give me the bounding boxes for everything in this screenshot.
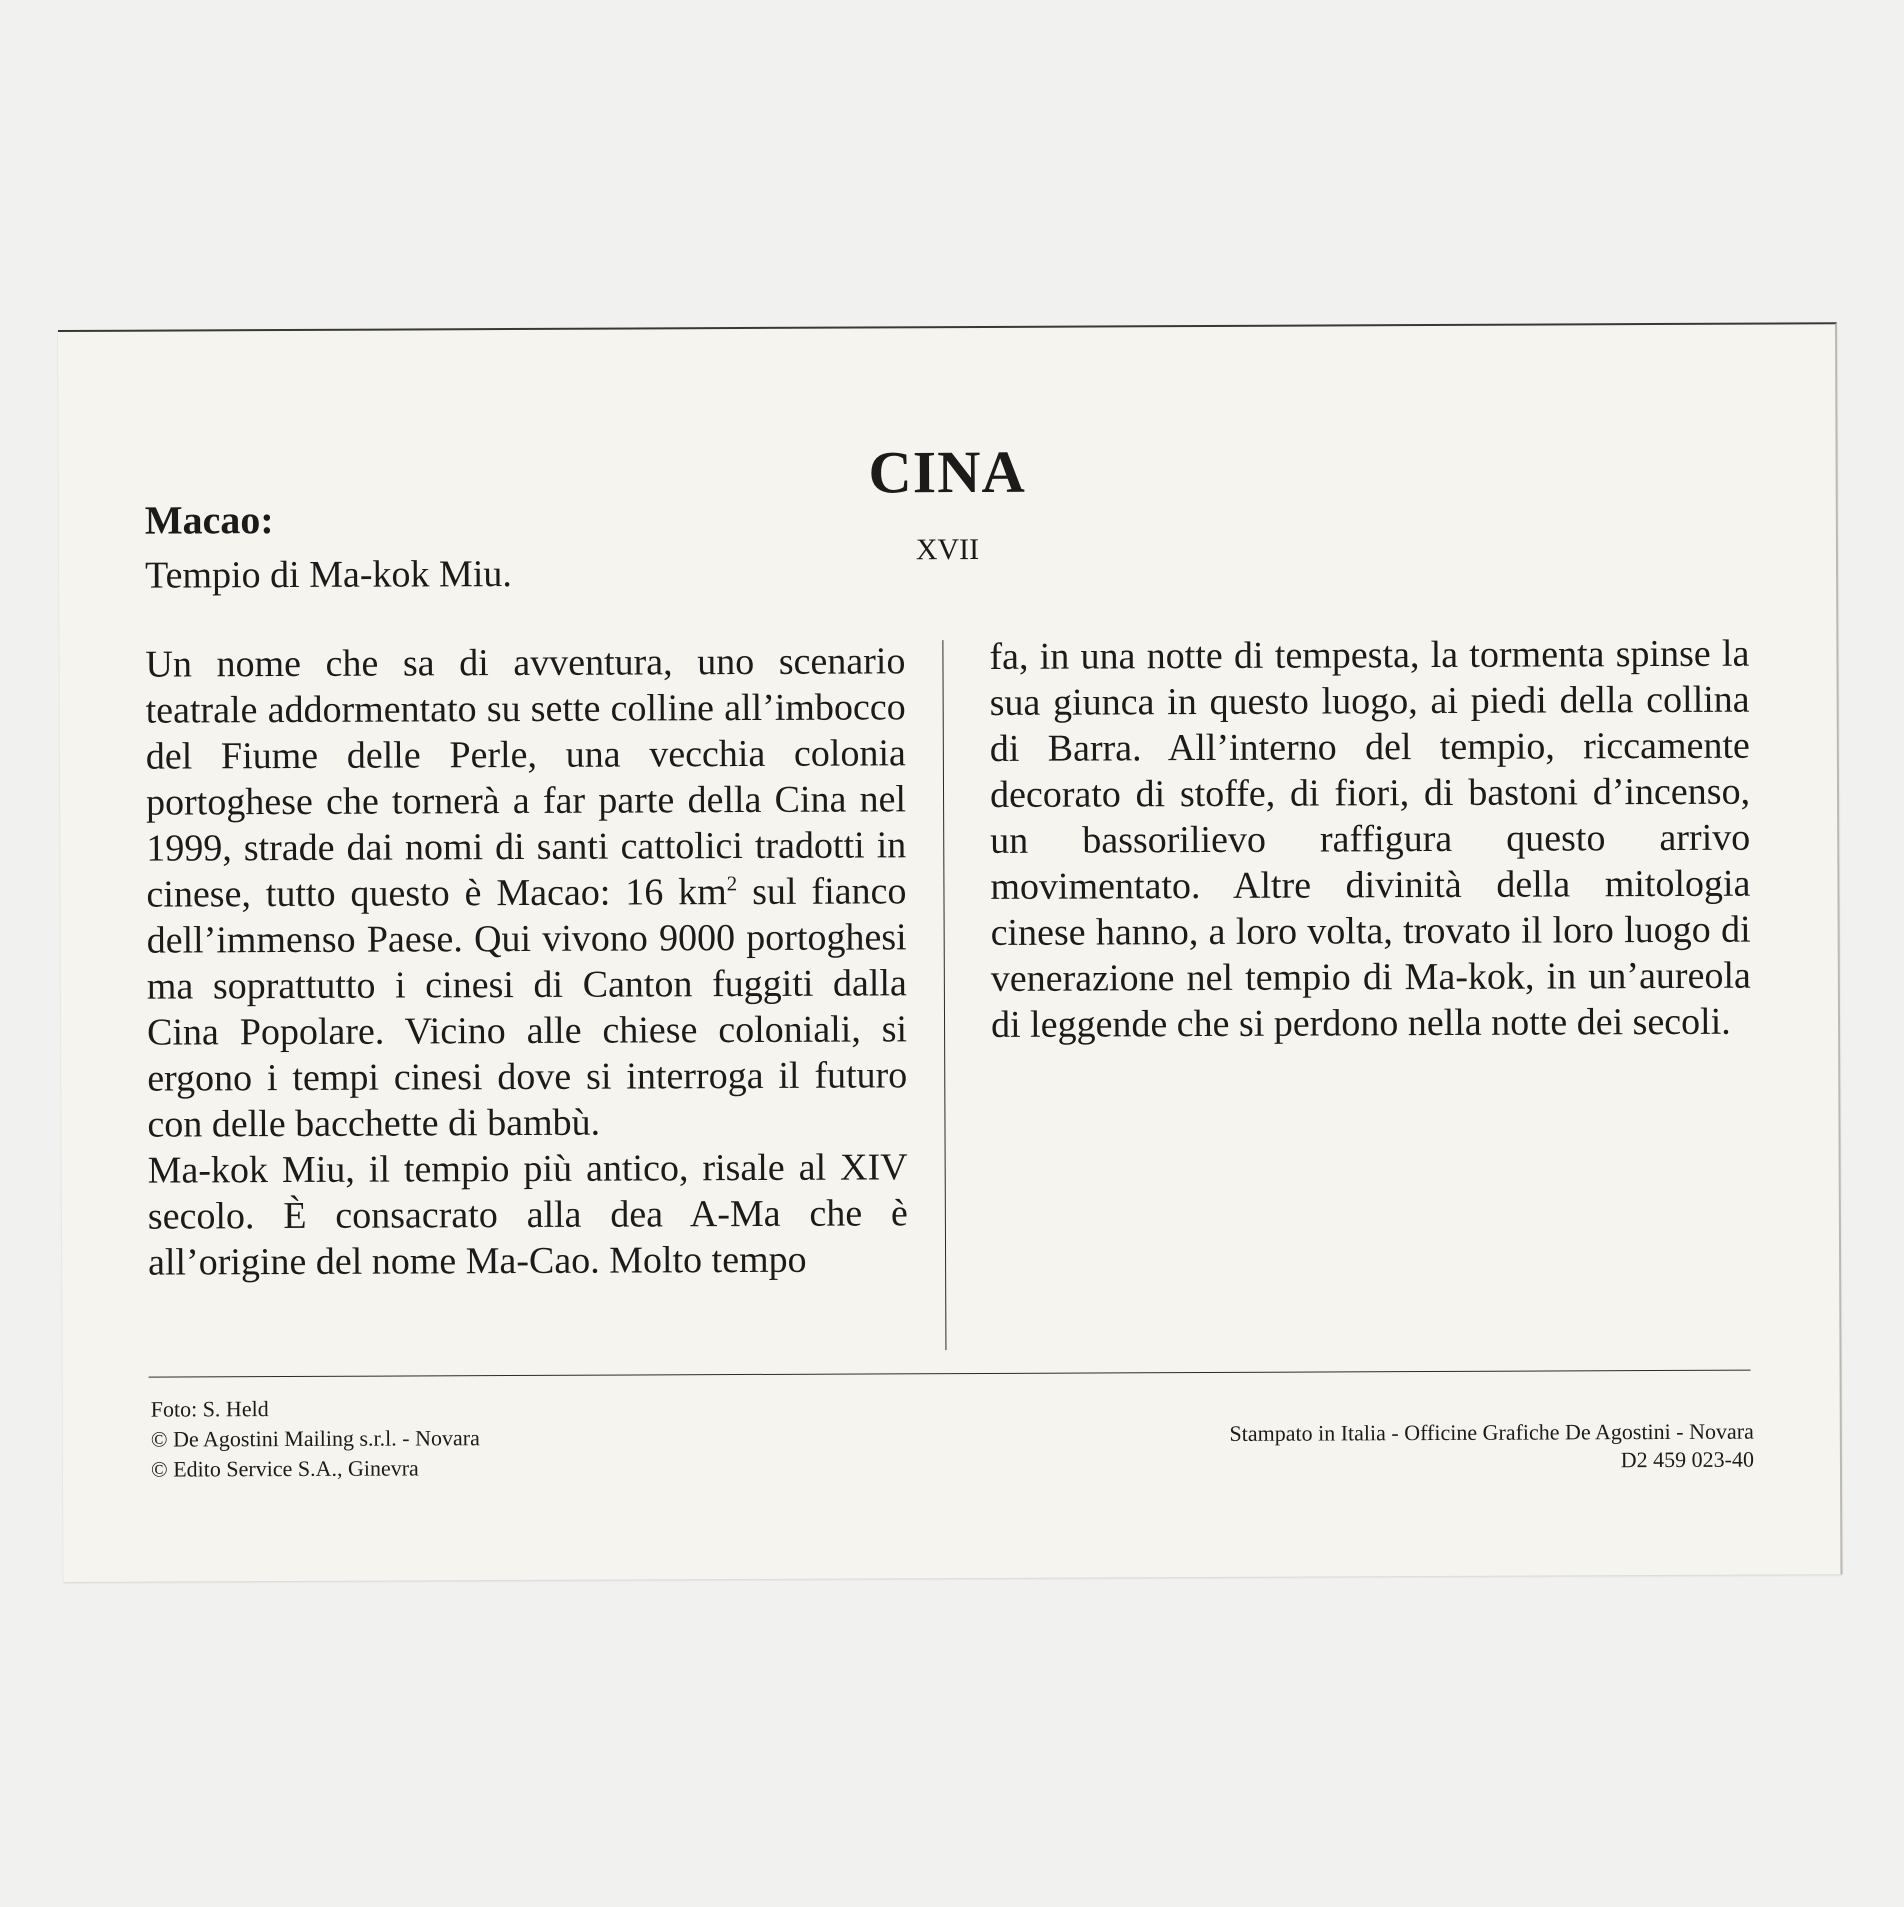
paragraph-temple: Ma-kok Miu, il tempio più antico, risale al XIV secolo. È consacrato alla dea A-Ma che è all’origine del nome Ma-Cao. Molto tempo: [147, 1146, 908, 1284]
printer-line: Stampato in Italia - Officine Grafiche De Agostini - Novara: [1229, 1418, 1754, 1446]
copyright-line: © Edito Service S.A., Ginevra: [150, 1455, 419, 1482]
country-title: CINA: [868, 438, 1026, 506]
paragraph-intro: [145, 638, 907, 1147]
intro-text: Un nome che sa di avventura, uno scenario teatrale addormentato su sette colline all’imbocco del Fiume delle Perle, una vecchia colonia portoghese che tornerà a far parte della Cina nel 1999, strade dai nomi di santi cattolici tradotti in cinese, tutto questo è Macao: 16 km: [145, 640, 907, 916]
card-number: XVII: [915, 532, 980, 567]
left-text-column: [145, 638, 908, 1285]
column-divider: [942, 640, 946, 1350]
photo-credit: Foto: S. Held: [150, 1396, 269, 1422]
intro-text-cont: sul fianco dell’immenso Paese. Qui vivono 9000 portoghesi ma soprattutto i cinesi di Canton fuggiti dalla Cina Popolare. Vicino alle chiese coloniali, si ergono i tempi cinesi dove si interroga il futuro con delle bacchette di bambù.: [146, 870, 908, 1146]
credits: [151, 1393, 480, 1484]
postcard-back: [58, 322, 1842, 1582]
product-code: D2 459 023-40: [1620, 1446, 1754, 1473]
copyright-line: © De Agostini Mailing s.r.l. - Novara: [150, 1425, 480, 1452]
printer-info: [1229, 1418, 1754, 1476]
footer-divider: [149, 1370, 1751, 1378]
subject-heading: Tempio di Ma-kok Miu.: [144, 553, 512, 597]
place-heading: Macao:: [144, 497, 274, 543]
paragraph-continuation: fa, in una notte di tempesta, la tormenta spinse la sua giunca in questo luogo, ai piedi della collina di Barra. All’interno del tempio, riccamente decorato di stoffe, di fiori, di bastoni d’incenso, un bassorilievo raffigura questo arrivo movimentato. Altre divinità della mitologia cinese hanno, a loro volta, trovato il loro luogo di venerazione nel tempio di Ma-kok, in un’aureola di leggende che si perdono nella notte dei secoli.: [989, 632, 1751, 1046]
superscript-two: 2: [726, 871, 738, 896]
right-text-column: [989, 631, 1751, 1048]
